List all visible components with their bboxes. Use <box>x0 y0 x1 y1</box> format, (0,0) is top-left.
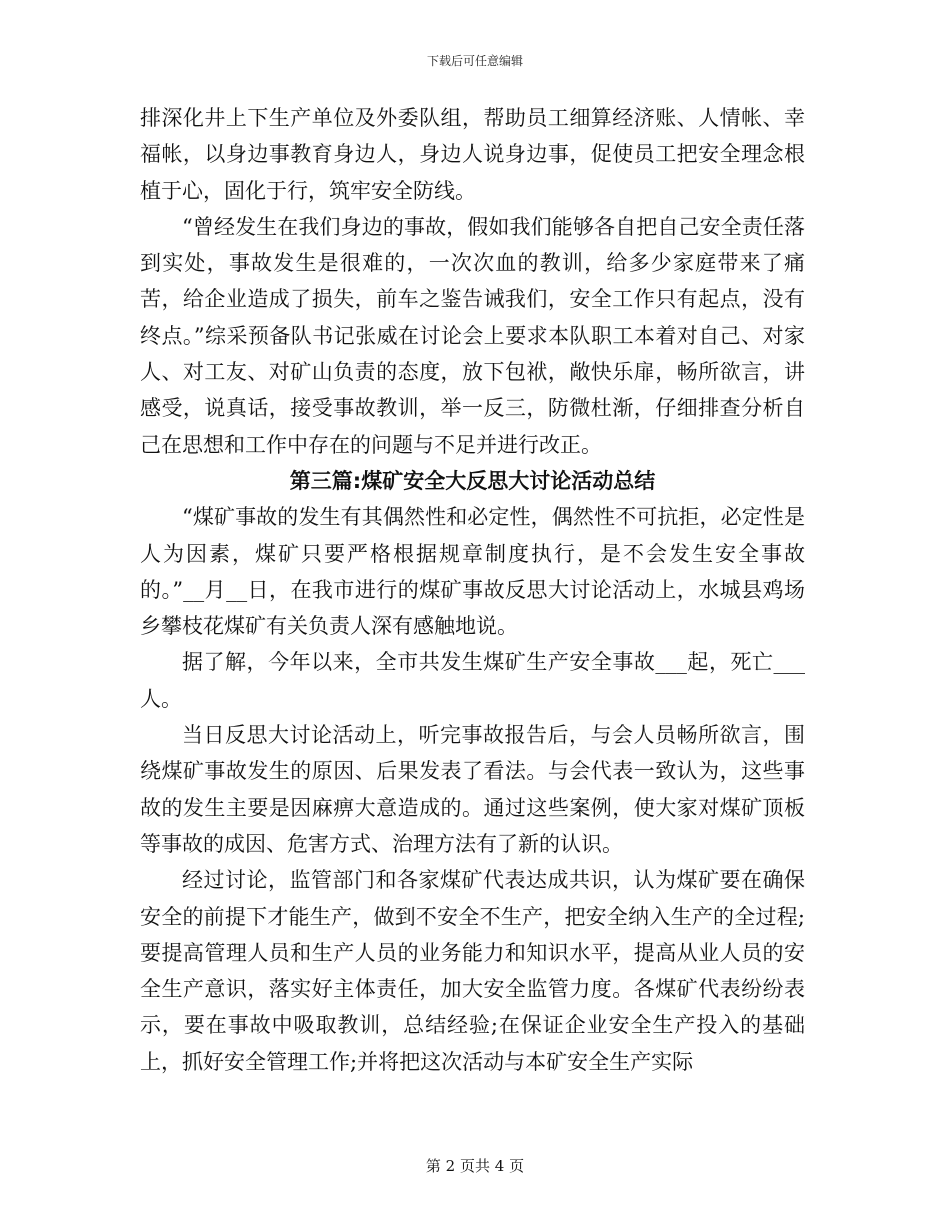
paragraph-continued: 排深化井上下生产单位及外委队组，帮助员工细算经济账、人情帐、幸福帐，以身边事教育身边人，身边人说身边事，促使员工把安全理念根植于心，固化于行，筑牢安全防线。 <box>140 106 805 203</box>
paragraph: 当日反思大讨论活动上，听完事故报告后，与会人员畅所欲言，围绕煤矿事故发生的原因、后果发表了看法。与会代表一致认为，这些事故的发生主要是因麻痹大意造成的。通过这些案例，使大家对煤矿顶板等事故的成因、危害方式、治理方法有了新的认识。 <box>140 723 805 856</box>
section-title: 第三篇:煤矿安全大反思大讨论活动总结 <box>289 468 656 493</box>
paragraph: 据了解，今年以来，全市共发生煤矿生产安全事故___起，死亡___人。 <box>140 650 805 711</box>
page-header: 下载后可任意编辑 <box>426 54 523 68</box>
paragraph: “曾经发生在我们身边的事故，假如我们能够各自把自己安全责任落到实处，事故发生是很难的，一次次血的教训，给多少家庭带来了痛苦，给企业造成了损失，前车之鉴告诫我们，安全工作只有起点，没有终点。”综采预备队书记张威在讨论会上要求本队职工本着对自己、对家人、对工友、对矿山负责的态度，放下包袱，敞快乐扉，畅所欲言，讲感受，说真话，接受事故教训，举一反三，防微杜渐，仔细排查分析自己在思想和工作中存在的问题与不足并进行改正。 <box>140 214 805 457</box>
paragraph: “煤矿事故的发生有其偶然性和必定性，偶然性不可抗拒，必定性是人为因素，煤矿只要严格根据规章制度执行，是不会发生安全事故的。”__月__日，在我市进行的煤矿事故反思大讨论活动上，水城县鸡场乡攀枝花煤矿有关负责人深有感触地说。 <box>140 505 805 639</box>
page-number: 第 2 页共 4 页 <box>425 1157 525 1175</box>
document-body <box>140 100 805 1080</box>
paragraph: 经过讨论，监管部门和各家煤矿代表达成共识，认为煤矿要在确保安全的前提下才能生产，做到不安全不生产，把安全纳入生产的全过程;要提高管理人员和生产人员的业务能力和知识水平，提高从业人员的安全生产意识，落实好主体责任，加大安全监管力度。各煤矿代表纷纷表示，要在事故中吸取教训，总结经验;在保证企业安全生产投入的基础上，抓好安全管理工作;并将把这次活动与本矿安全生产实际 <box>140 868 805 1074</box>
